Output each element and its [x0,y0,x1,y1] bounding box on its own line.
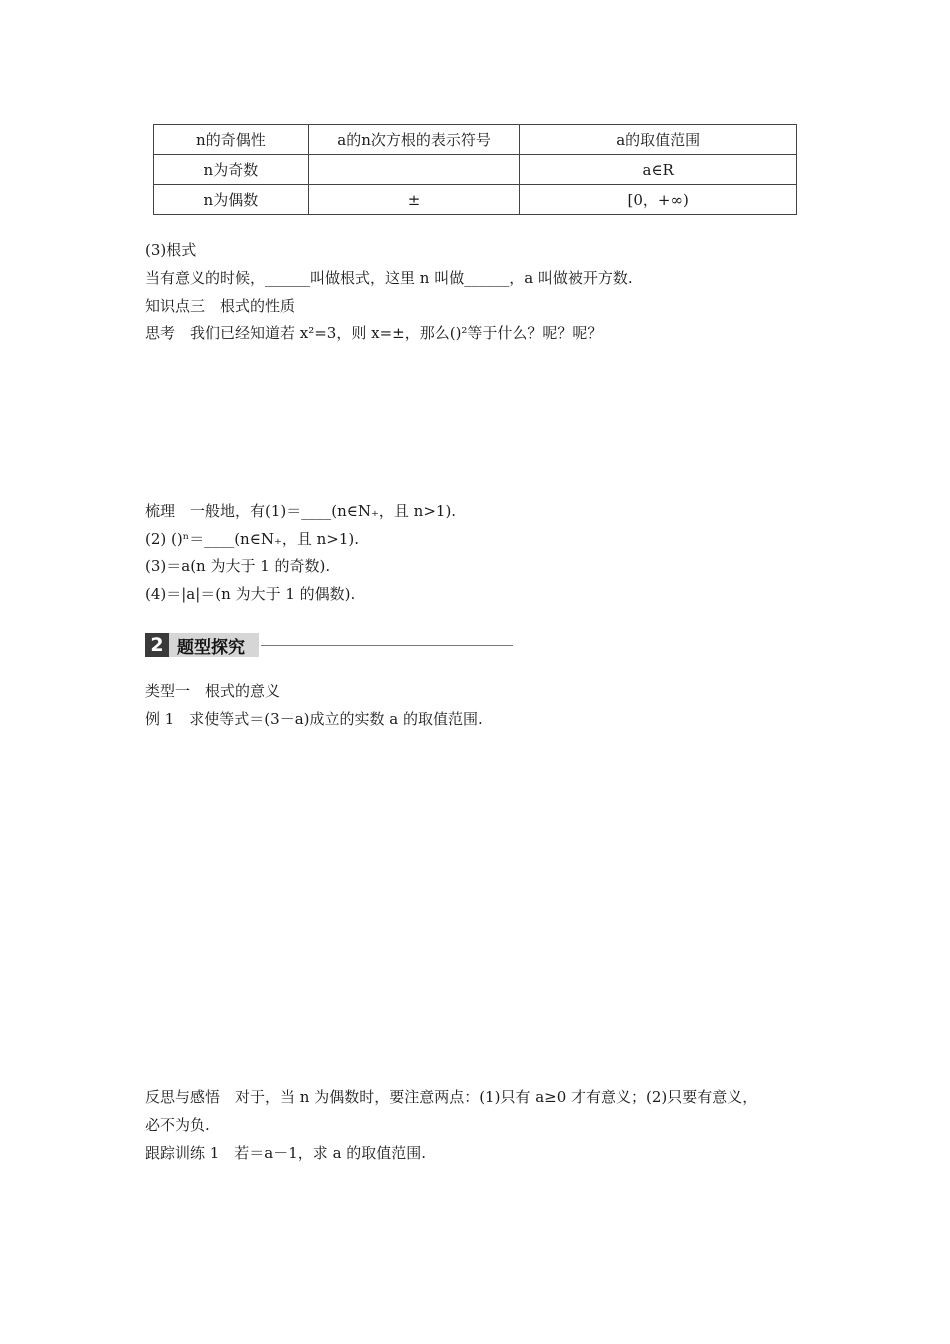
table-cell: [0，+∞) [520,185,797,215]
section-divider [261,645,513,646]
reflection-line-2: 必不为负. [145,1116,210,1134]
table-cell: a∈R [520,155,797,185]
table-cell: n为奇数 [154,155,309,185]
table-row [154,185,797,215]
table-header-cell: a的n次方根的表示符号 [308,125,520,155]
think-question: 思考 我们已经知道若 x²=3，则 x=±，那么()²等于什么？呢？呢？ [145,324,603,342]
section-banner [145,633,513,657]
table-cell: ± [308,185,520,215]
table-cell: n为偶数 [154,185,309,215]
reflection-line-1: 反思与感悟 对于，当 n 为偶数时，要注意两点：(1)只有 a≥0 才有意义；(2)只要有意义， [145,1088,758,1106]
example-1: 例 1 求使等式＝(3－a)成立的实数 a 的取值范围. [145,710,483,728]
summary-line-1: 梳理 一般地，有(1)＝____(n∈N₊，且 n>1). [145,502,457,520]
table-cell [308,155,520,185]
section-title: 题型探究 [169,633,259,657]
section-number: 2 [145,633,169,657]
summary-line-3: (3)＝a(n 为大于 1 的奇数). [145,557,331,575]
table-header-row [154,125,797,155]
nth-root-properties-table [153,124,797,215]
summary-line-2: (2) ()ⁿ＝____(n∈N₊，且 n>1). [145,530,360,548]
radical-heading: (3)根式 [145,241,197,259]
radical-definition: 当有意义的时候，______叫做根式，这里 n 叫做______，a 叫做被开方数. [145,269,633,287]
type-1-title: 类型一 根式的意义 [145,682,281,700]
table-row [154,155,797,185]
summary-line-4: (4)＝|a|＝(n 为大于 1 的偶数). [145,585,356,603]
practice-1: 跟踪训练 1 若＝a－1，求 a 的取值范围. [145,1144,427,1162]
table-header-cell: a的取值范围 [520,125,797,155]
table-header-cell: n的奇偶性 [154,125,309,155]
knowledge-point-3-title: 知识点三 根式的性质 [145,297,296,315]
